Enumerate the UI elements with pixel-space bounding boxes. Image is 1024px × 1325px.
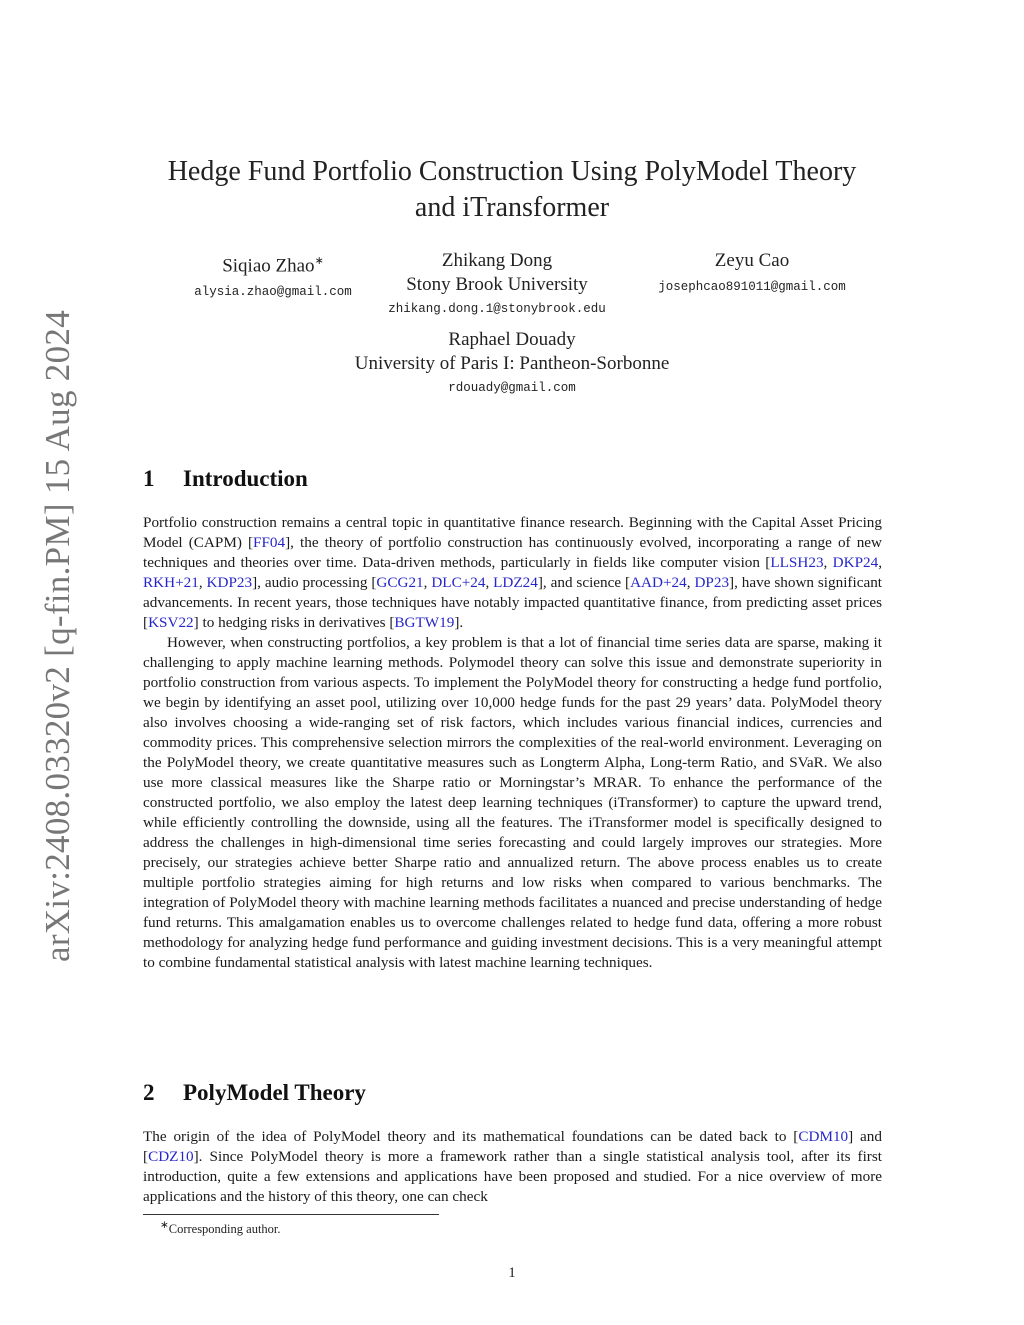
author-name: Raphael Douady — [448, 329, 576, 350]
introduction-body — [143, 513, 882, 973]
citation-link[interactable]: BGTW19 — [394, 614, 455, 631]
paper-title — [130, 154, 894, 226]
author-affiliation: University of Paris I: Pantheon-Sorbonne — [354, 353, 670, 374]
footnote-divider — [143, 1214, 439, 1215]
text-run: ], and science [ — [537, 574, 631, 591]
title-line-1: Hedge Fund Portfolio Construction Using PolyModel Theory — [167, 156, 857, 187]
intro-paragraph-2: However, when constructing portfolios, a key problem is that a lot of financial time series data are sparse, making it challenging to apply machine learning methods. Polymodel theory can solve this issue and demonstrate superiority in portfolio construction from various aspects. To implement the PolyModel theory for constructing a hedge fund portfolio, we begin by identifying an asset pool, utilizing over 10,000 hedge funds for the past 29 years’ data. PolyModel theory also involves choosing a wide-ranging set of risk factors, which includes various financial indices, currencies and commodity prices. This comprehensive selection mirrors the complexities of the real-world environment. Leveraging on the PolyModel theory, we create quantitative measures such as Longterm Alpha, Long-term Ratio, and SVaR. We also use more classical measures like the Sharpe ratio or Morningstar’s MRAR. To enhance the performance of the constructed portfolio, we also employ the latest deep learning techniques (iTransformer) to capture the upward trend, while efficiently controlling the downside, using all the features. The iTransformer model is specifically designed to address the challenges in high-dimensional time series forecasting and could largely improves our strategies. More precisely, our strategies achieve better Sharpe ratio and annualized return. The above process enables us to create multiple portfolio strategies aiming for high returns and low risks when compared to various benchmarks. The integration of PolyModel theory with machine learning methods facilitates a nuanced and precise understanding of hedge fund returns. This amalgamation enables us to overcome challenges related to hedge fund data, offering a more robust methodology for analyzing hedge fund performance and guiding investment decisions. This is a very meaningful attempt to combine fundamental statistical analysis with latest machine learning techniques. — [143, 634, 882, 971]
text-run: ] to hedging risks in derivatives [ — [193, 614, 395, 631]
title-line-2: and iTransformer — [414, 192, 610, 223]
footnote-mark: ∗ — [160, 1220, 169, 1231]
text-run: ], the theory of portfolio construction has continuously evolved, incorporating a range of new techniques and theories over time. Data-driven methods, particularly in fields like computer vision [ — [143, 534, 882, 571]
citation-link[interactable]: KDP23 — [206, 574, 253, 591]
citation-link[interactable]: AAD+24 — [630, 574, 687, 591]
citation-link[interactable]: GCG21 — [376, 574, 424, 591]
polymodel-paragraph-1 — [143, 1127, 882, 1207]
citation-link[interactable]: DP23 — [694, 574, 730, 591]
section-number: 1 — [143, 466, 155, 491]
citation-link[interactable]: LLSH23 — [770, 554, 824, 571]
author-block-dong — [366, 249, 628, 319]
arxiv-identifier-stamp: arXiv:2408.03320v2 [q-fin.PM] 15 Aug 2024 — [38, 310, 77, 962]
text-run: ], audio processing [ — [252, 574, 377, 591]
citation-link[interactable]: RKH+21 — [143, 574, 199, 591]
section-heading-introduction — [143, 466, 308, 492]
author-block-douady — [312, 328, 712, 398]
citation-link[interactable]: KSV22 — [148, 614, 194, 631]
citation-link[interactable]: LDZ24 — [493, 574, 538, 591]
author-email[interactable]: josephcao891011@gmail.com — [658, 280, 846, 294]
text-run: ] and [ — [143, 1128, 882, 1165]
citation-link[interactable]: DLC+24 — [431, 574, 486, 591]
author-block-zhao — [163, 249, 383, 302]
section-heading-polymodel — [143, 1080, 366, 1106]
polymodel-body — [143, 1127, 882, 1207]
author-block-cao — [644, 249, 860, 297]
citation-link[interactable]: CDM10 — [798, 1128, 849, 1145]
citation-link[interactable]: FF04 — [253, 534, 286, 551]
corresponding-mark: ∗ — [314, 255, 324, 267]
text-run: Portfolio construction remains a central topic in quantitative finance research. Beginning with the Capital Asset Pricing Model (CAPM) [ — [143, 514, 882, 551]
author-name: Zhikang Dong — [441, 250, 553, 271]
author-affiliation: Stony Brook University — [406, 274, 588, 295]
section-title: Introduction — [183, 466, 308, 491]
section-title: PolyModel Theory — [183, 1080, 366, 1105]
citation-link[interactable]: DKP24 — [832, 554, 879, 571]
citation-link[interactable]: CDZ10 — [148, 1148, 194, 1165]
text-run: ], have shown significant advancements. In recent years, those techniques have notably impacted quantitative finance, from predicting asset prices [ — [143, 574, 883, 631]
author-email[interactable]: zhikang.dong.1@stonybrook.edu — [388, 302, 606, 316]
footnote — [160, 1219, 281, 1237]
section-number: 2 — [143, 1080, 155, 1105]
text-run: The origin of the idea of PolyModel theory and its mathematical foundations can be dated back to [ — [143, 1128, 799, 1145]
author-name: Zeyu Cao — [714, 250, 790, 271]
page-number: 1 — [508, 1265, 516, 1281]
author-email[interactable]: alysia.zhao@gmail.com — [194, 285, 352, 300]
author-name: Siqiao Zhao — [222, 255, 315, 277]
footnote-text: Corresponding author. — [168, 1222, 281, 1237]
intro-paragraph-1: Portfolio construction remains a central topic in quantitative finance research. Beginning with the Capital Asset Pricing Model (CAPM) [FF04], the theory of portfolio construction has continuously evolved, incorporating a range of new techniques and theories over time. Data-driven methods, particularly in fields like computer vision [LLSH23, DKP24, RKH+21, KDP23], audio processing [GCG21, DLC+24, LDZ24], and science [AAD+24, DP23], have shown significant advancements. In recent years, those techniques have notably impacted quantitative finance, from predicting asset prices [KSV22] to hedging risks in derivatives [BGTW19]. — [143, 514, 883, 631]
text-run: ]. — [454, 614, 464, 631]
author-email[interactable]: rdouady@gmail.com — [448, 381, 576, 395]
text-run: ]. Since PolyModel theory is more a framework rather than a single statistical analysis tool, after its first introduction, quite a few extensions and applications have been proposed and studied. For a nice overview of more applications and the history of this theory, one can check — [143, 1148, 882, 1205]
